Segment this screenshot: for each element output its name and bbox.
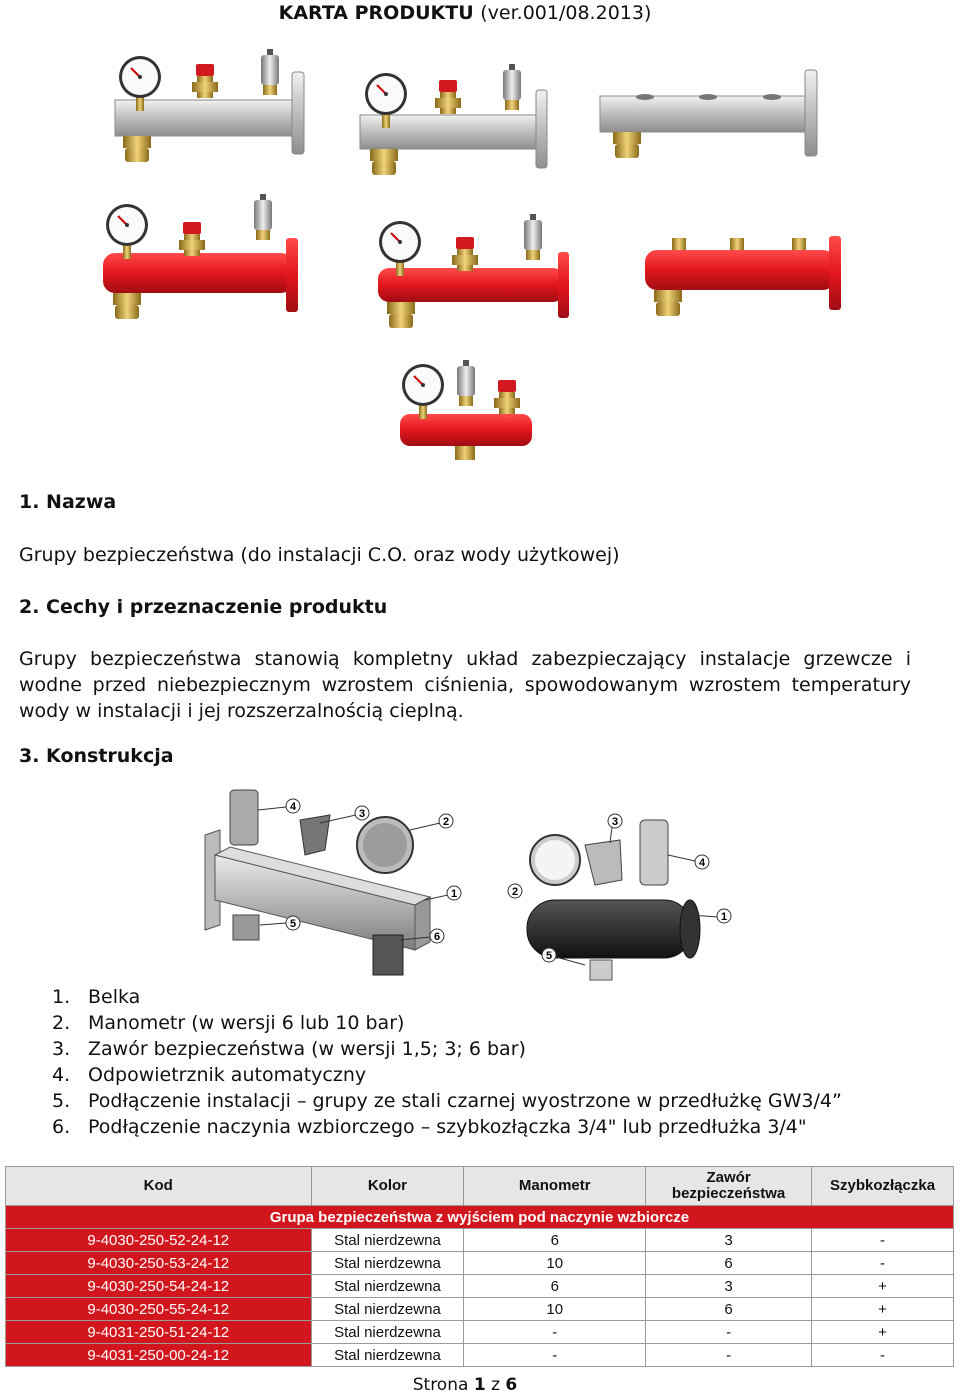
callout-2-right: 2 xyxy=(511,886,519,898)
callout-6-left: 6 xyxy=(433,931,441,943)
product-images xyxy=(0,30,960,470)
page-title xyxy=(0,2,930,24)
table-row: 9-4030-250-53-24-12 Stal nierdzewna 10 6 - xyxy=(6,1252,954,1275)
col-header-zawor: Zawór bezpieczeństwa xyxy=(646,1167,812,1206)
list-item: 4. Odpowietrznik automatyczny xyxy=(52,1064,367,1086)
red-compact-group xyxy=(400,360,532,460)
callout-2-left: 2 xyxy=(442,816,450,828)
table-row: 9-4030-250-55-24-12 Stal nierdzewna 10 6 + xyxy=(6,1298,954,1321)
callout-5-right: 5 xyxy=(545,950,553,962)
section2-text: Grupy bezpieczeństwa stanowią kompletny układ zabezpieczający instalacje grzewcze i wodne przed niebezpiecznym wzrostem ciśnienia, spowodowanym wzrostem temperatury wody w instalacji i jej rozszerzalnością cieplną. xyxy=(19,648,911,722)
red-manifold-full-2 xyxy=(378,214,569,328)
product-table xyxy=(5,1166,954,1367)
callout-3-right: 3 xyxy=(611,816,619,828)
section1-text: Grupy bezpieczeństwa (do instalacji C.O. oraz wody użytkowej) xyxy=(19,544,620,566)
steel-manifold-full-1 xyxy=(115,49,304,162)
red-manifold-full-1 xyxy=(103,194,298,319)
table-header-row xyxy=(6,1167,954,1206)
list-item: 2. Manometr (w wersji 6 lub 10 bar) xyxy=(52,1012,405,1034)
construction-diagram xyxy=(0,775,960,990)
callout-3-left: 3 xyxy=(358,808,366,820)
steel-exploded-view xyxy=(205,790,430,975)
list-item: 1. Belka xyxy=(52,986,141,1008)
callout-4-left: 4 xyxy=(289,801,297,813)
page-footer: Strona 1 z 6 xyxy=(412,1375,518,1395)
section1-heading: 1. Nazwa xyxy=(19,491,117,513)
steel-manifold-bare xyxy=(600,70,817,158)
table-row: 9-4030-250-52-24-12 Stal nierdzewna 6 3 - xyxy=(6,1229,954,1252)
table-row: 9-4031-250-51-24-12 Stal nierdzewna - - + xyxy=(6,1321,954,1344)
callout-4-right: 4 xyxy=(698,857,706,869)
col-header-manometr: Manometr xyxy=(464,1167,646,1206)
list-item: 3. Zawór bezpieczeństwa (w wersji 1,5; 3; 6 bar) xyxy=(52,1038,526,1060)
callout-1-left: 1 xyxy=(450,888,458,900)
version-text: (ver.001/08.2013) xyxy=(480,2,652,24)
col-header-kolor: Kolor xyxy=(311,1167,464,1206)
table-row: 9-4030-250-54-24-12 Stal nierdzewna 6 3 + xyxy=(6,1275,954,1298)
list-item: 6. Podłączenie naczynia wzbiorczego – szybkozłączka 3/4" lub przedłużka 3/4" xyxy=(52,1116,807,1138)
table-row: 9-4031-250-00-24-12 Stal nierdzewna - - - xyxy=(6,1344,954,1367)
section2-heading: 2. Cechy i przeznaczenie produktu xyxy=(19,596,388,618)
callout-1-right: 1 xyxy=(720,911,728,923)
section3-heading: 3. Konstrukcja xyxy=(19,745,174,767)
group-title: Grupa bezpieczeństwa z wyjściem pod naczynie wzbiorcze xyxy=(6,1206,954,1229)
red-manifold-bare xyxy=(645,236,841,316)
group-row xyxy=(6,1206,954,1229)
title-text: KARTA PRODUKTU xyxy=(278,2,474,24)
col-header-szybkozlaczka: Szybkozłączka xyxy=(812,1167,954,1206)
steel-manifold-full-2 xyxy=(360,64,547,175)
list-item: 5. Podłączenie instalacji – grupy ze stali czarnej wyostrzone w przedłużkę GW3/4” xyxy=(52,1090,842,1112)
col-header-kod: Kod xyxy=(6,1167,312,1206)
callout-5-left: 5 xyxy=(289,918,297,930)
parts-list xyxy=(52,984,842,1140)
